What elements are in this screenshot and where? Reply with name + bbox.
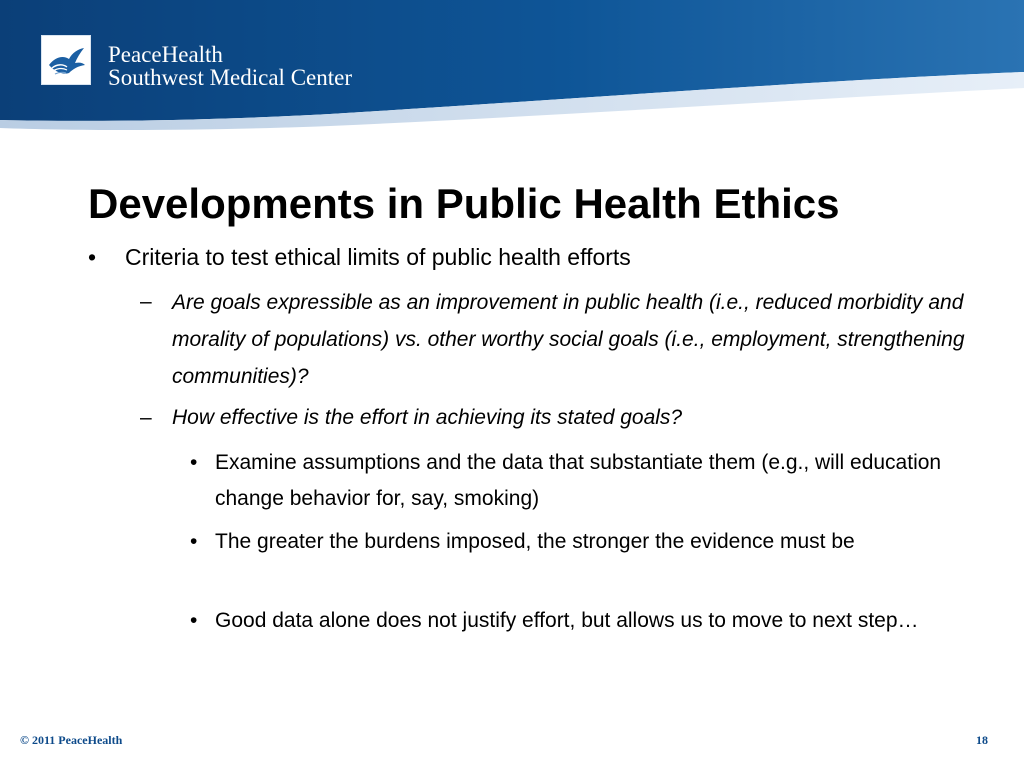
sub-sub-bullet-burdens: The greater the burdens imposed, the stronger the evidence must be bbox=[215, 530, 855, 553]
org-name-line1: PeaceHealth bbox=[108, 42, 223, 67]
bullet-marker: • bbox=[190, 609, 198, 632]
dash-marker: – bbox=[140, 406, 152, 429]
sub-sub-bullet-good-data: Good data alone does not justify effort, but allows us to move to next step… bbox=[215, 609, 919, 632]
sub-bullet-effectiveness: How effective is the effort in achieving its stated goals? bbox=[172, 406, 683, 429]
bullet-marker: • bbox=[190, 530, 198, 553]
bullet-marker: • bbox=[190, 451, 198, 474]
dash-marker: – bbox=[140, 290, 152, 313]
slide-title: Developments in Public Health Ethics bbox=[88, 180, 840, 227]
org-name-line2: Southwest Medical Center bbox=[108, 65, 353, 90]
sub-sub-bullet-assumptions: Examine assumptions and the data that substantiate them (e.g., will education change behavior for, say, smoking) bbox=[215, 451, 942, 510]
sub-bullet-goals: Are goals expressible as an improvement in public health (i.e., reduced morbidity and morality of populations) vs. other worthy social goals (i.e., employment, strengthening communities)? bbox=[172, 291, 965, 388]
bullet-criteria: Criteria to test ethical limits of public health efforts bbox=[125, 244, 631, 270]
page-number: 18 bbox=[976, 733, 988, 747]
footer-copyright: © 2011 PeaceHealth bbox=[20, 733, 123, 747]
bullet-marker: • bbox=[88, 244, 97, 270]
